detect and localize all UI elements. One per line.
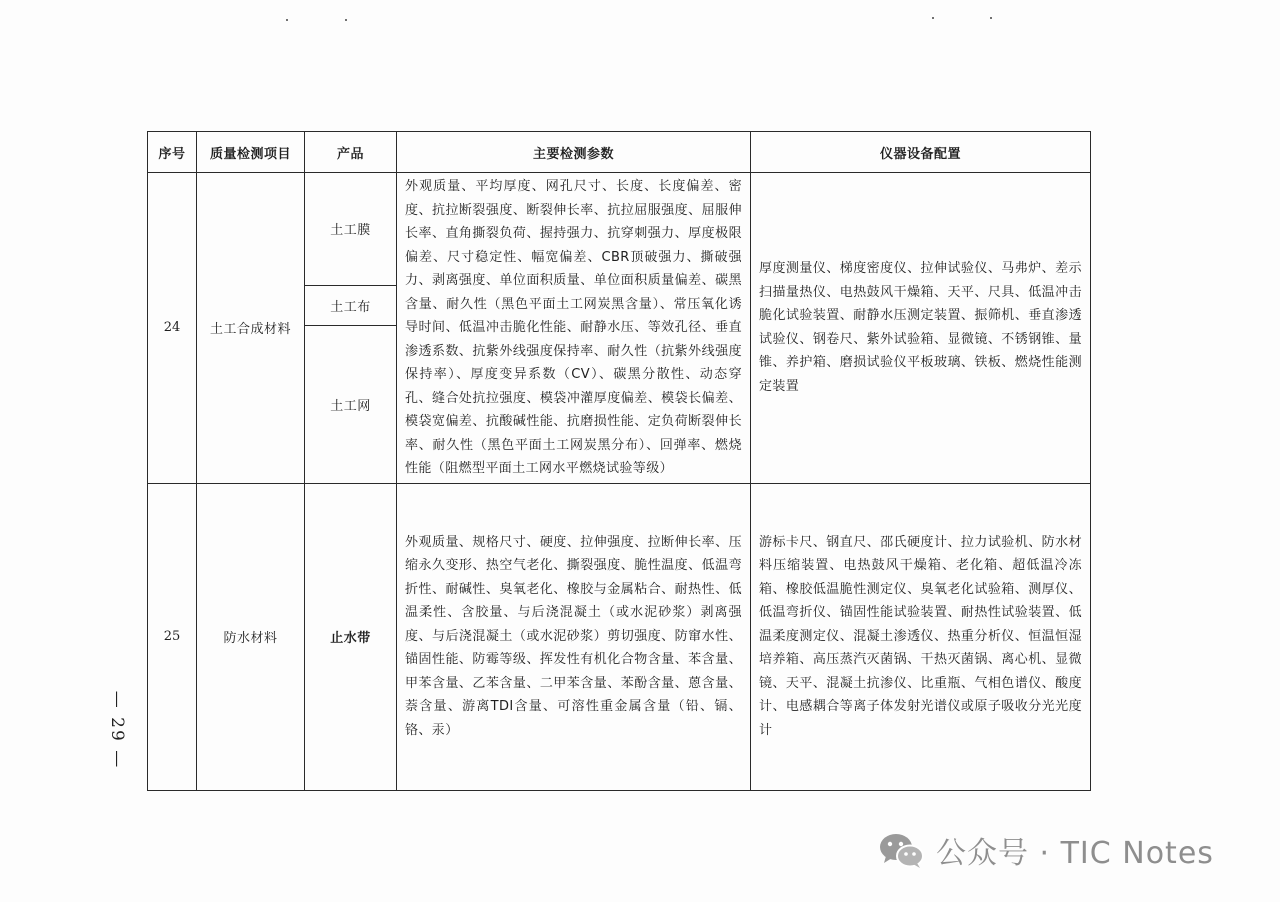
wechat-icon: [876, 830, 928, 870]
row-product: 止水带: [305, 483, 397, 790]
row-product: 土工网: [305, 325, 397, 483]
row-number: 25: [148, 483, 197, 790]
scan-speck: [990, 17, 992, 19]
row-category: 防水材料: [197, 483, 305, 790]
header-serial-number: 序号: [148, 132, 197, 173]
row-product: 土工布: [305, 285, 397, 325]
page-number: [102, 690, 132, 770]
header-product: 产品: [305, 132, 397, 173]
page-number-text: — 29 —: [107, 690, 128, 770]
row-number: 24: [148, 173, 197, 484]
row-equipment: 厚度测量仪、梯度密度仪、拉伸试验仪、马弗炉、差示扫描量热仪、电热鼓风干燥箱、天平、尺具、低温冲击脆化试验装置、耐静水压测定装置、振筛机、垂直渗透试验仪、钢卷尺、紫外试验箱、显微镜、不锈钢锥、量锥、养护箱、磨损试验仪平板玻璃、铁板、燃烧性能测定装置: [751, 173, 1091, 484]
watermark: [876, 828, 1214, 872]
header-parameters: 主要检测参数: [397, 132, 751, 173]
row-category: 土工合成材料: [197, 173, 305, 484]
watermark-text: 公众号 · TIC Notes: [936, 836, 1214, 871]
scan-speck: [932, 17, 934, 19]
table-row: [148, 173, 1091, 286]
header-inspection-item: 质量检测项目: [197, 132, 305, 173]
table-row: [148, 483, 1091, 790]
table-header-row: [148, 132, 1091, 173]
row-product: 土工膜: [305, 173, 397, 286]
header-equipment: 仪器设备配置: [751, 132, 1091, 173]
scan-speck: [345, 19, 347, 21]
scan-speck: [286, 19, 288, 21]
quality-inspection-table: [147, 131, 1091, 791]
row-equipment: 游标卡尺、钢直尺、邵氏硬度计、拉力试验机、防水材料压缩装置、电热鼓风干燥箱、老化箱、超低温冷冻箱、橡胶低温脆性测定仪、臭氧老化试验箱、测厚仪、低温弯折仪、锚固性能试验装置、耐热性试验装置、低温柔度测定仪、混凝土渗透仪、热重分析仪、恒温恒湿培养箱、高压蒸汽灭菌锅、干热灭菌锅、离心机、显微镜、天平、混凝土抗渗仪、比重瓶、气相色谱仪、酸度计、电感耦合等离子体发射光谱仪或原子吸收分光光度计: [751, 483, 1091, 790]
row-parameters: 外观质量、平均厚度、网孔尺寸、长度、长度偏差、密度、抗拉断裂强度、断裂伸长率、抗拉屈服强度、屈服伸长率、直角撕裂负荷、握持强力、抗穿刺强力、厚度极限偏差、尺寸稳定性、幅宽偏差、CBR顶破强力、撕破强力、剥离强度、单位面积质量、单位面积质量偏差、碳黑含量、耐久性（黑色平面土工网炭黑含量）、常压氧化诱导时间、低温冲击脆化性能、耐静水压、等效孔径、垂直渗透系数、抗紫外线强度保持率、耐久性（抗紫外线强度保持率）、厚度变异系数（CV）、碳黑分散性、动态穿孔、缝合处抗拉强度、模袋冲灌厚度偏差、模袋长偏差、模袋宽偏差、抗酸碱性能、抗磨损性能、定负荷断裂伸长率、耐久性（黑色平面土工网炭黑分布）、回弹率、燃烧性能（阻燃型平面土工网水平燃烧试验等级）: [397, 173, 751, 484]
row-parameters: 外观质量、规格尺寸、硬度、拉伸强度、拉断伸长率、压缩永久变形、热空气老化、撕裂强度、脆性温度、低温弯折性、耐碱性、臭氧老化、橡胶与金属粘合、耐热性、低温柔性、含胶量、与后浇混凝土（或水泥砂浆）剥离强度、与后浇混凝土（或水泥砂浆）剪切强度、防窜水性、锚固性能、防霉等级、挥发性有机化合物含量、苯含量、甲苯含量、乙苯含量、二甲苯含量、苯酚含量、蒽含量、萘含量、游离TDI含量、可溶性重金属含量（铅、镉、铬、汞）: [397, 483, 751, 790]
